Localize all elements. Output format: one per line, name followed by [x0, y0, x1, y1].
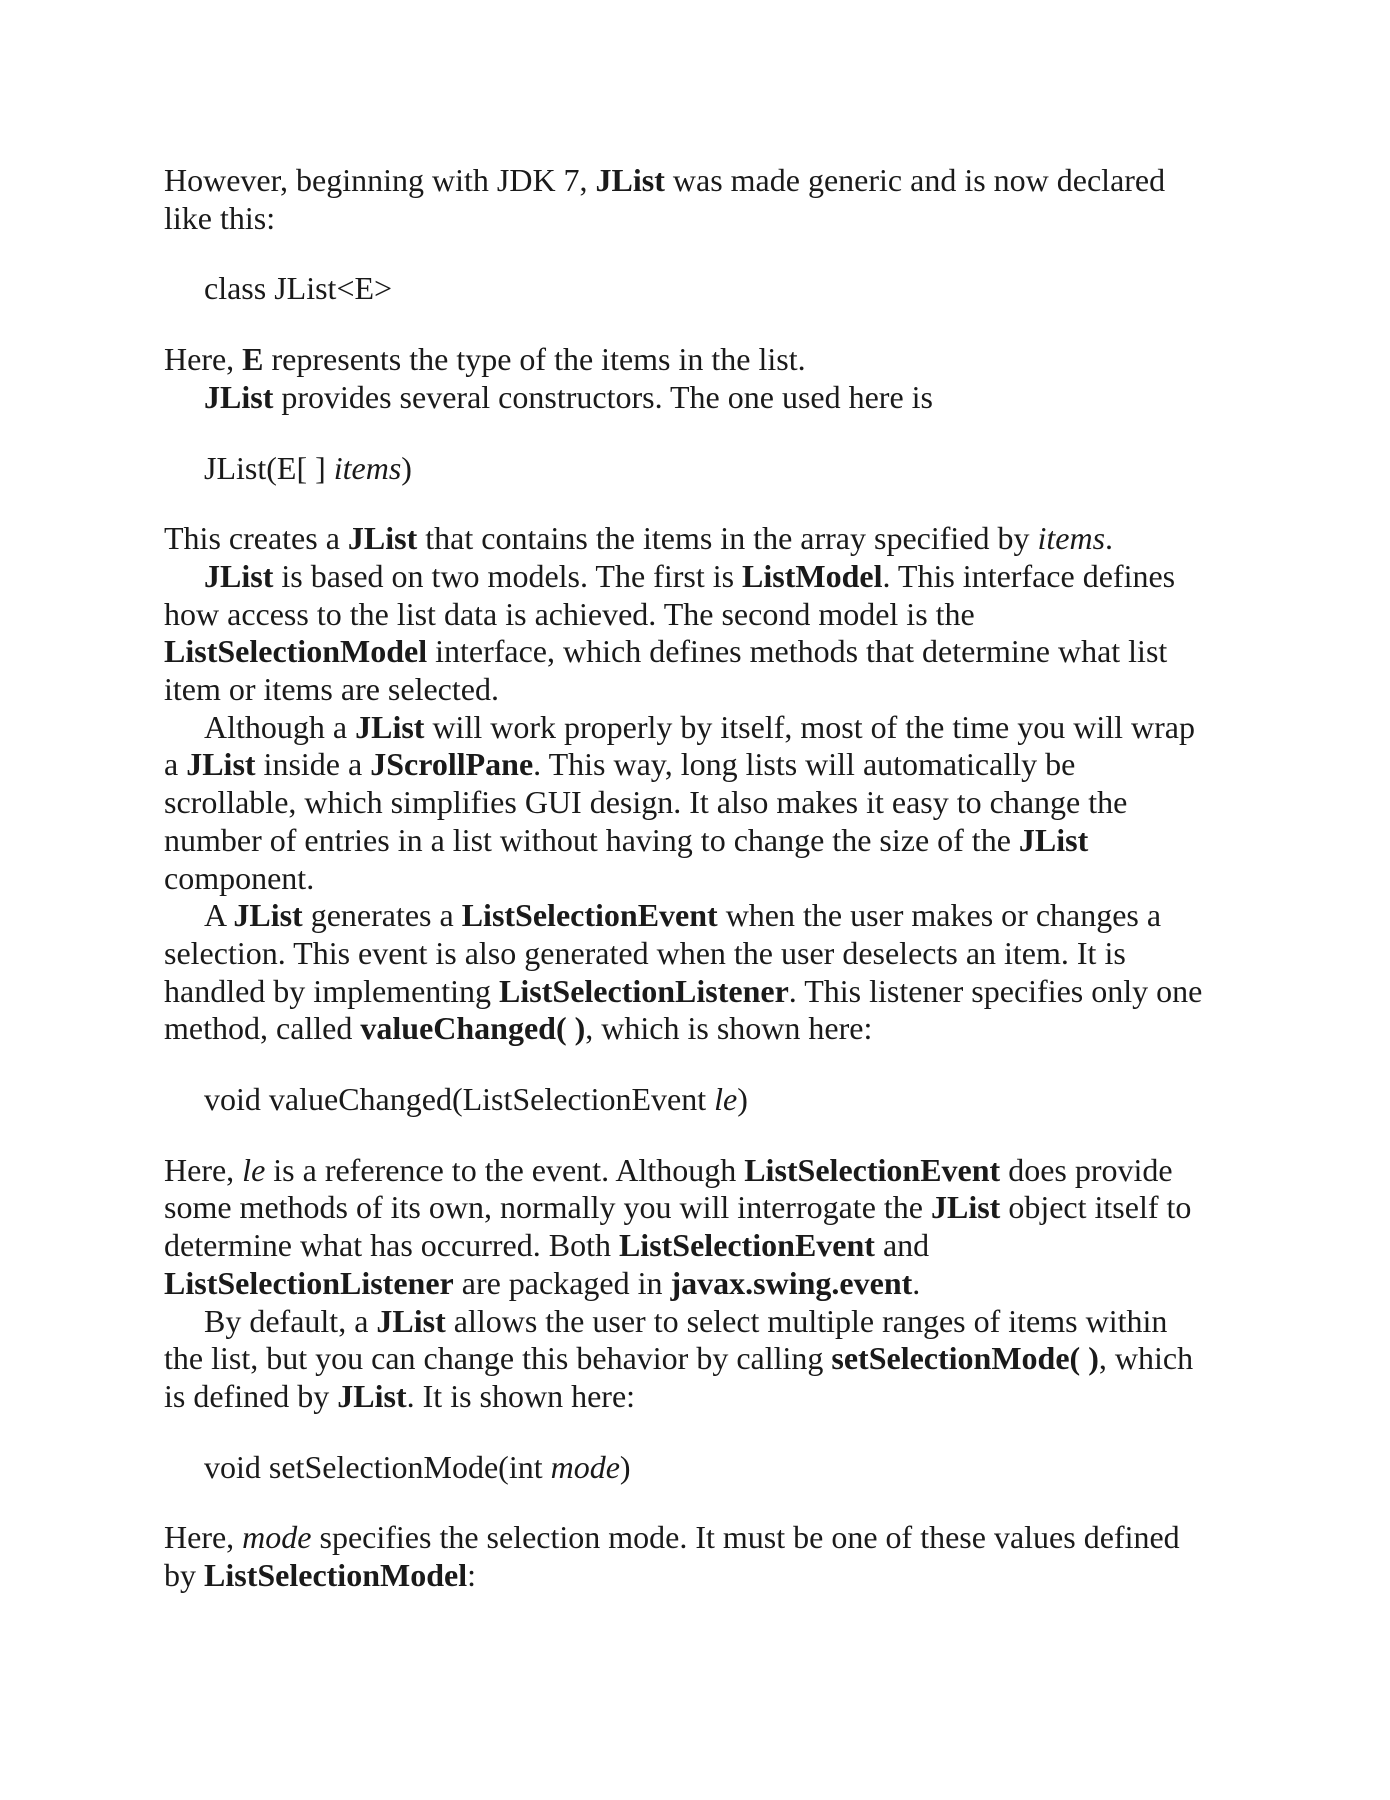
text-run: how access to the list data is achieved. The second model is the: [164, 595, 975, 632]
bold-term: setSelectionMode( ): [831, 1340, 1099, 1377]
text-run: are packaged in: [453, 1264, 671, 1301]
text-run: determine what has occurred. Both: [164, 1227, 619, 1264]
text-line: [164, 1189, 1254, 1227]
text-run: like this:: [164, 199, 276, 236]
italic-term: mode: [242, 1519, 312, 1556]
text-line: [164, 341, 1254, 379]
text-run: represents the type of the items in the list.: [263, 341, 806, 378]
text-line: [164, 897, 1254, 935]
text-run: when the user makes or changes a: [717, 897, 1162, 934]
text-run: However, beginning with JDK 7,: [164, 162, 596, 198]
text-line: [164, 1557, 1254, 1595]
text-run: interface, which defines methods that determine what list: [427, 633, 1168, 670]
paragraph: [164, 341, 1254, 379]
bold-term: JList: [186, 746, 256, 783]
document-page: [164, 162, 1254, 1595]
text-run: ): [619, 1448, 631, 1485]
text-run: void setSelectionMode(int: [204, 1448, 551, 1485]
bold-term: JList: [204, 378, 274, 415]
text-run: the list, but you can change this behavior by calling: [164, 1340, 832, 1377]
text-line: [164, 162, 1254, 200]
text-line: [164, 1227, 1254, 1265]
bold-term: ListSelectionListener: [499, 972, 789, 1009]
text-run: Although a: [204, 708, 356, 745]
text-run: will work properly by itself, most of the time you will wrap: [424, 708, 1195, 745]
indented-paragraph: [164, 558, 1254, 709]
text-run: , which is shown here:: [585, 1010, 873, 1047]
text-run: Here,: [164, 1151, 243, 1188]
indented-paragraph: [164, 1303, 1254, 1416]
text-line: [164, 860, 1254, 898]
text-line: [204, 1449, 1254, 1487]
text-run: ): [737, 1081, 748, 1118]
text-run: ): [401, 449, 412, 486]
text-run: Here,: [164, 1519, 243, 1556]
bold-term: ListSelectionEvent: [744, 1151, 1001, 1188]
text-run: . This way, long lists will automatically be: [533, 746, 1076, 783]
italic-term: mode: [550, 1448, 620, 1485]
text-run: Here,: [164, 341, 243, 378]
indented-paragraph: [164, 709, 1254, 898]
text-run: some methods of its own, normally you will interrogate the: [164, 1189, 931, 1226]
text-line: [164, 633, 1254, 671]
code-signature: [204, 270, 1254, 308]
text-run: . This interface defines: [882, 557, 1176, 594]
text-run: specifies the selection mode. It must be one of these values defined: [311, 1519, 1180, 1556]
bold-term: JList: [233, 897, 303, 934]
text-line: [164, 596, 1254, 634]
text-line: [164, 520, 1254, 558]
text-line: [164, 1519, 1254, 1557]
paragraph: [164, 520, 1254, 558]
paragraph: [164, 162, 1254, 237]
text-run: . This listener specifies only one: [788, 972, 1203, 1009]
bold-term: ListModel: [742, 557, 883, 594]
text-line: [164, 379, 1254, 417]
text-run: generates a: [302, 897, 462, 934]
bold-term: JList: [337, 1377, 407, 1414]
bold-term: JList: [930, 1189, 1001, 1226]
text-run: , which: [1098, 1340, 1194, 1377]
text-run: and: [874, 1227, 930, 1264]
paragraph: [164, 1519, 1254, 1594]
bold-term: JScrollPane: [370, 746, 534, 783]
bold-term: JList: [355, 708, 425, 745]
text-run: a: [164, 746, 187, 783]
bold-term: JList: [1018, 821, 1089, 858]
text-run: .: [912, 1264, 921, 1301]
text-run: scrollable, which simplifies GUI design. It also makes it easy to change the: [164, 784, 1128, 821]
indented-paragraph: [164, 379, 1254, 417]
bold-term: JList: [204, 557, 274, 594]
italic-term: le: [714, 1081, 738, 1118]
text-line: [164, 671, 1254, 709]
code-signature: [204, 1449, 1254, 1487]
indented-paragraph: [164, 897, 1254, 1048]
bold-term: JList: [347, 520, 418, 557]
bold-term: ListSelectionListener: [164, 1264, 454, 1301]
code-signature: [204, 450, 1254, 488]
text-line: [164, 1378, 1254, 1416]
text-run: number of entries in a list without having to change the size of the: [164, 821, 1019, 858]
text-line: [164, 1010, 1254, 1048]
code-signature: [204, 1081, 1254, 1119]
bold-term: E: [242, 341, 264, 378]
text-run: by: [164, 1557, 204, 1594]
text-line: [164, 784, 1254, 822]
text-run: This creates a: [164, 520, 348, 557]
italic-term: items: [1037, 520, 1106, 557]
bold-term: JList: [376, 1302, 446, 1339]
paragraph: [164, 1152, 1254, 1303]
text-line: [164, 1340, 1254, 1378]
bold-term: JList: [595, 162, 665, 198]
text-run: that contains the items in the array specified by: [417, 520, 1038, 557]
text-run: allows the user to select multiple ranges of items within: [445, 1302, 1168, 1339]
bold-term: ListSelectionModel: [204, 1557, 468, 1594]
text-line: [204, 270, 1254, 308]
text-line: [164, 200, 1254, 238]
text-line: [164, 746, 1254, 784]
text-run: object itself to: [1000, 1189, 1192, 1226]
text-line: [164, 1152, 1254, 1190]
text-run: A: [204, 897, 234, 934]
italic-term: items: [333, 449, 402, 486]
text-run: provides several constructors. The one used here is: [273, 378, 933, 415]
text-line: [164, 558, 1254, 596]
text-run: . It is shown here:: [406, 1377, 636, 1414]
text-line: [204, 450, 1254, 488]
text-run: was made generic and is now declared: [664, 162, 1166, 198]
bold-term: javax.swing.event: [670, 1264, 913, 1301]
text-run: does provide: [1000, 1151, 1173, 1188]
text-run: method, called: [164, 1010, 361, 1047]
text-run: class JList<E>: [204, 270, 393, 307]
text-run: void valueChanged(ListSelectionEvent: [204, 1081, 715, 1118]
text-run: :: [467, 1557, 476, 1594]
italic-term: le: [242, 1151, 266, 1188]
text-line: [204, 1081, 1254, 1119]
bold-term: ListSelectionEvent: [461, 897, 718, 934]
text-run: handled by implementing: [164, 972, 500, 1009]
bold-term: valueChanged( ): [360, 1010, 586, 1047]
text-run: is based on two models. The first is: [273, 557, 743, 594]
text-line: [164, 1265, 1254, 1303]
bold-term: ListSelectionEvent: [618, 1227, 875, 1264]
text-run: is defined by: [164, 1377, 338, 1414]
text-run: By default, a: [204, 1302, 377, 1339]
text-run: item or items are selected.: [164, 671, 499, 708]
text-line: [164, 822, 1254, 860]
text-line: [164, 973, 1254, 1011]
text-line: [164, 935, 1254, 973]
text-run: is a reference to the event. Although: [265, 1151, 745, 1188]
text-run: inside a: [255, 746, 371, 783]
text-run: JList(E[ ]: [204, 449, 334, 486]
text-line: [164, 709, 1254, 747]
text-run: .: [1105, 520, 1114, 557]
text-run: selection. This event is also generated when the user deselects an item. It is: [164, 934, 1126, 971]
bold-term: ListSelectionModel: [164, 633, 428, 670]
text-run: component.: [164, 859, 315, 896]
text-line: [164, 1303, 1254, 1341]
